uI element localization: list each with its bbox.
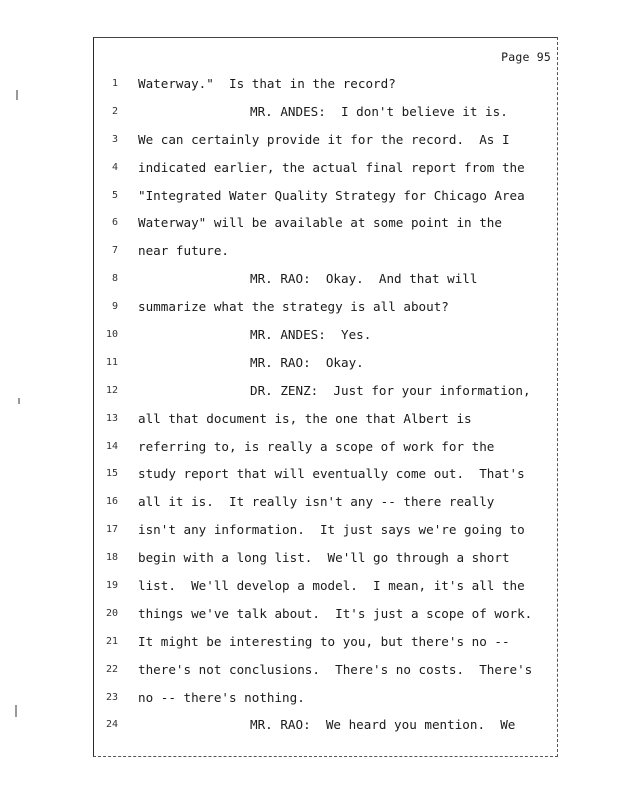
- line-number: 9: [111, 301, 118, 313]
- line-text: MR. ANDES: Yes.: [250, 327, 372, 343]
- transcript-line: [94, 544, 559, 572]
- transcript-line: [94, 265, 559, 293]
- transcript-line: [94, 656, 559, 684]
- line-text: It might be interesting to you, but there's no --: [138, 633, 510, 649]
- line-text: Waterway." Is that in the record?: [138, 76, 396, 91]
- transcript-line: [94, 349, 559, 377]
- line-number: 15: [105, 468, 118, 480]
- transcript-line: [94, 98, 559, 126]
- line-number: 16: [105, 496, 118, 508]
- line-number: 17: [105, 524, 118, 536]
- margin-mark: [18, 398, 20, 404]
- transcript-line: [94, 182, 559, 210]
- transcript-line: [94, 433, 559, 461]
- transcript-line: [94, 711, 559, 739]
- line-number: 4: [111, 161, 118, 173]
- transcript-line: [94, 126, 559, 154]
- transcript-line: [94, 377, 559, 405]
- line-number: 10: [105, 329, 118, 341]
- transcript-line: [94, 684, 559, 712]
- line-number: 18: [105, 552, 118, 564]
- line-number: 14: [105, 440, 118, 452]
- line-number: 23: [105, 691, 118, 703]
- line-text: We can certainly provide it for the record. As I: [138, 131, 510, 147]
- transcript-line: [94, 405, 559, 433]
- line-number: 21: [105, 635, 118, 647]
- line-text: MR. RAO: We heard you mention. We: [250, 717, 516, 733]
- line-text: indicated earlier, the actual final report from the: [138, 159, 525, 175]
- line-text: summarize what the strategy is all about?: [138, 299, 449, 315]
- line-number: 8: [111, 273, 118, 285]
- transcript-page: [93, 37, 558, 757]
- line-text: MR. RAO: Okay.: [250, 354, 364, 370]
- line-text: Waterway" will be available at some point in the: [138, 215, 502, 231]
- line-text: all that document is, the one that Albert is: [138, 410, 472, 426]
- line-text: there's not conclusions. There's no costs. There's: [138, 661, 533, 677]
- line-number: 3: [111, 133, 118, 145]
- line-text: no -- there's nothing.: [138, 689, 305, 705]
- transcript-line: [94, 600, 559, 628]
- transcript-line: [94, 572, 559, 600]
- transcript-line: [94, 460, 559, 488]
- line-number: 6: [111, 217, 118, 229]
- line-text: things we've talk about. It's just a scope of work.: [138, 605, 533, 621]
- transcript-line: [94, 154, 559, 182]
- page-number: Page 95: [501, 50, 551, 64]
- line-number: 20: [105, 607, 118, 619]
- transcript-body: [94, 70, 559, 739]
- margin-mark: [16, 90, 18, 100]
- line-number: 1: [111, 78, 118, 89]
- transcript-line: [94, 488, 559, 516]
- line-number: 7: [111, 245, 118, 257]
- line-text: "Integrated Water Quality Strategy for Chicago Area: [138, 187, 525, 203]
- transcript-line: [94, 237, 559, 265]
- line-text: MR. ANDES: I don't believe it is.: [250, 103, 508, 119]
- line-number: 22: [105, 663, 118, 675]
- margin-mark: [15, 705, 17, 717]
- line-number: 13: [105, 412, 118, 424]
- line-text: near future.: [138, 243, 229, 259]
- transcript-line: [94, 628, 559, 656]
- line-text: study report that will eventually come out. That's: [138, 466, 525, 482]
- line-number: 19: [105, 580, 118, 592]
- line-text: MR. RAO: Okay. And that will: [250, 271, 478, 287]
- line-text: referring to, is really a scope of work for the: [138, 438, 495, 454]
- line-number: 24: [105, 719, 118, 731]
- line-number: 12: [105, 384, 118, 396]
- transcript-line: [94, 321, 559, 349]
- line-number: 2: [111, 105, 118, 117]
- transcript-line: [94, 293, 559, 321]
- line-text: isn't any information. It just says we're going to: [138, 522, 525, 538]
- transcript-line: [94, 209, 559, 237]
- transcript-line: [94, 516, 559, 544]
- line-number: 11: [105, 356, 118, 368]
- transcript-line: [94, 70, 559, 98]
- line-text: DR. ZENZ: Just for your information,: [250, 382, 531, 398]
- line-text: all it is. It really isn't any -- there really: [138, 494, 495, 510]
- line-number: 5: [111, 189, 118, 201]
- line-text: list. We'll develop a model. I mean, it's all the: [138, 578, 525, 594]
- line-text: begin with a long list. We'll go through a short: [138, 550, 510, 566]
